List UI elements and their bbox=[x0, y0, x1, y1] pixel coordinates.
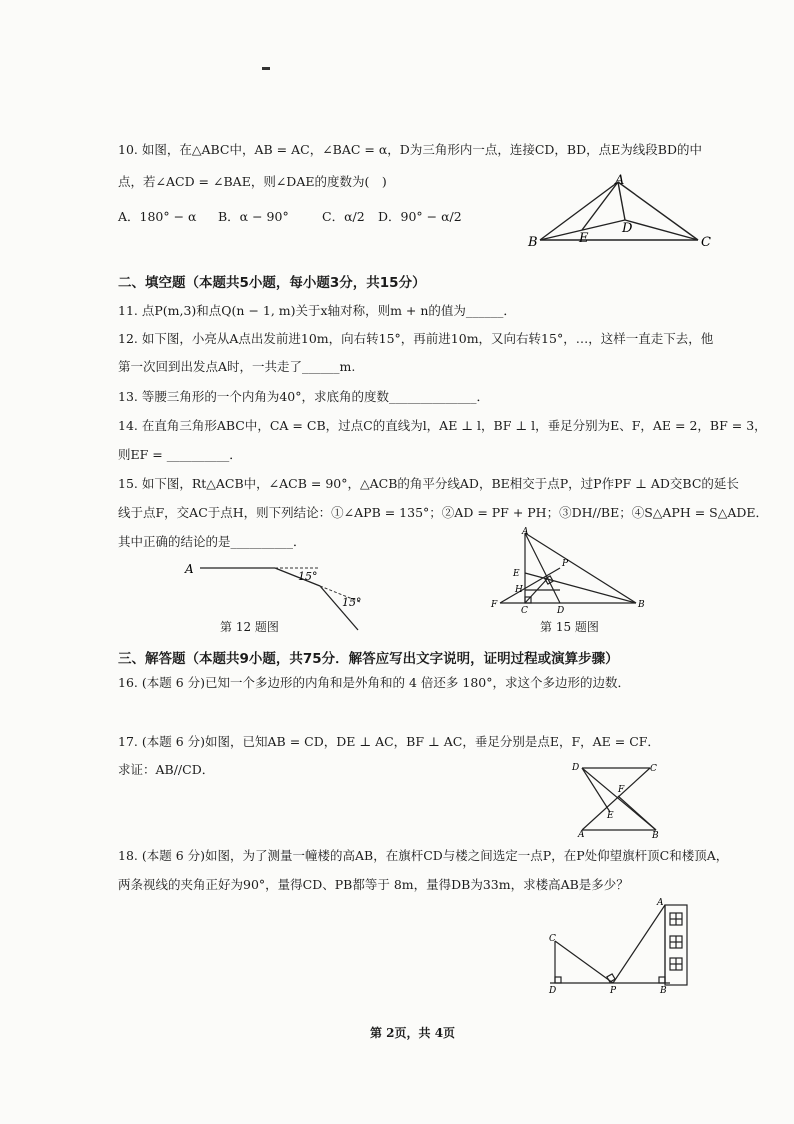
q10-triangle-figure bbox=[525, 172, 725, 252]
q15-line1: 15. 如下图，Rt△ACB中，∠ACB = 90°，△ACB的角平分线AD，BE相交于点P，过P作PF ⊥ AD交BC的延长 bbox=[118, 476, 739, 491]
q17-label-f: F bbox=[618, 785, 625, 795]
q16-text: 16. (本题 6 分)已知一个多边形的内角和是外角和的 4 倍还多 180°，求这个多边形的边数． bbox=[118, 675, 630, 690]
q15-label-f: F bbox=[491, 600, 498, 610]
q10-option-d: D．90° − α/2 bbox=[378, 209, 462, 224]
q14-line1: 14. 在直角三角形ABC中，CA = CB，过点C的直线为l，AE ⊥ l，BF ⊥ l，垂足分别为E、F，AE = 2，BF = 3， bbox=[118, 418, 767, 433]
q14-line2: 则EF = __________． bbox=[118, 447, 242, 462]
q15-label-b: B bbox=[638, 600, 645, 610]
q12-line1: 12. 如下图，小亮从A点出发前进10m，向右转15°，再前进10m，又向右转15°，…，这样一直走下去，他 bbox=[118, 331, 714, 346]
q11-text: 11. 点P(m,3)和点Q(n − 1, m)关于x轴对称，则m + n的值为______． bbox=[118, 303, 516, 318]
q10-line1: 10. 如图，在△ABC中，AB = AC，∠BAC = α，D为三角形内一点，连接CD，BD，点E为线段BD的中 bbox=[118, 142, 702, 157]
q13-text: 13. 等腰三角形的一个内角为40°，求底角的度数______________． bbox=[118, 389, 490, 404]
q10-label-e: E bbox=[579, 231, 589, 246]
q15-label-a: A bbox=[522, 527, 529, 537]
q17-label-e: E bbox=[607, 811, 614, 821]
q10-option-b: B．α − 90° bbox=[218, 209, 289, 224]
q10-label-b: B bbox=[528, 235, 538, 250]
q15-line2: 线于点F，交AC于点H，则下列结论：①∠APB = 135°；②AD = PF + PH；③DH//BE；④S△APH = S△ADE． bbox=[118, 505, 769, 520]
q15-label-h: H bbox=[515, 585, 523, 595]
q15-label-c: C bbox=[521, 606, 528, 616]
q17-label-a: A bbox=[578, 830, 585, 840]
q12-label-a: A bbox=[185, 562, 194, 576]
page-footer: 第 2页，共 4页 bbox=[370, 1026, 456, 1040]
q10-label-a: A bbox=[615, 173, 625, 188]
q17-figure bbox=[570, 758, 670, 840]
q15-label-d: D bbox=[557, 606, 565, 616]
q18-label-a: A bbox=[657, 898, 664, 908]
fig12-caption: 第 12 题图 bbox=[220, 620, 279, 634]
q15-triangle-figure bbox=[488, 528, 648, 614]
q18-label-b: B bbox=[660, 986, 667, 996]
q18-label-c: C bbox=[549, 934, 556, 944]
section2-title: 二、填空题（本题共5小题，每小题3分，共15分） bbox=[118, 275, 426, 291]
q17-label-b: B bbox=[652, 831, 659, 841]
q18-building-figure bbox=[540, 895, 700, 995]
q17-line1: 17. (本题 6 分)如图，已知AB = CD，DE ⊥ AC，BF ⊥ AC，垂足分别是点E，F，AE = CF． bbox=[118, 734, 660, 749]
q18-line1: 18. (本题 6 分)如图，为了测量一幢楼的高AB，在旗杆CD与楼之间选定一点P，在P处仰望旗杆顶C和楼顶A， bbox=[118, 848, 729, 863]
q18-line2: 两条视线的夹角正好为90°，量得CD、PB都等于 8m，量得DB为33m，求楼高AB是多少？ bbox=[118, 877, 629, 892]
q17-line2: 求证：AB//CD． bbox=[118, 762, 215, 777]
scan-mark bbox=[262, 67, 270, 70]
q15-line3: 其中正确的结论的是__________． bbox=[118, 534, 306, 549]
q10-line2: 点，若∠ACD = ∠BAE，则∠DAE的度数为( ) bbox=[118, 174, 387, 189]
q12-line2: 第一次回到出发点A时，一共走了______m. bbox=[118, 359, 356, 374]
q17-label-d: D bbox=[572, 763, 580, 773]
q12-path-figure bbox=[180, 556, 380, 636]
fig15-caption: 第 15 题图 bbox=[540, 620, 599, 634]
q18-label-p: P bbox=[610, 986, 617, 996]
q15-label-p: P bbox=[562, 559, 569, 569]
q10-label-d: D bbox=[622, 221, 633, 236]
q15-label-e: E bbox=[513, 569, 520, 579]
q10-option-c: C．α/2 bbox=[322, 209, 365, 224]
q18-label-d: D bbox=[549, 986, 557, 996]
section3-title: 三、解答题（本题共9小题，共75分．解答应写出文字说明，证明过程或演算步骤） bbox=[118, 651, 619, 667]
q10-option-a: A．180° − α bbox=[118, 209, 197, 224]
q12-angle2: 15° bbox=[342, 596, 362, 609]
q10-label-c: C bbox=[701, 235, 711, 250]
q12-angle1: 15° bbox=[298, 570, 318, 583]
q17-label-c: C bbox=[650, 764, 657, 774]
